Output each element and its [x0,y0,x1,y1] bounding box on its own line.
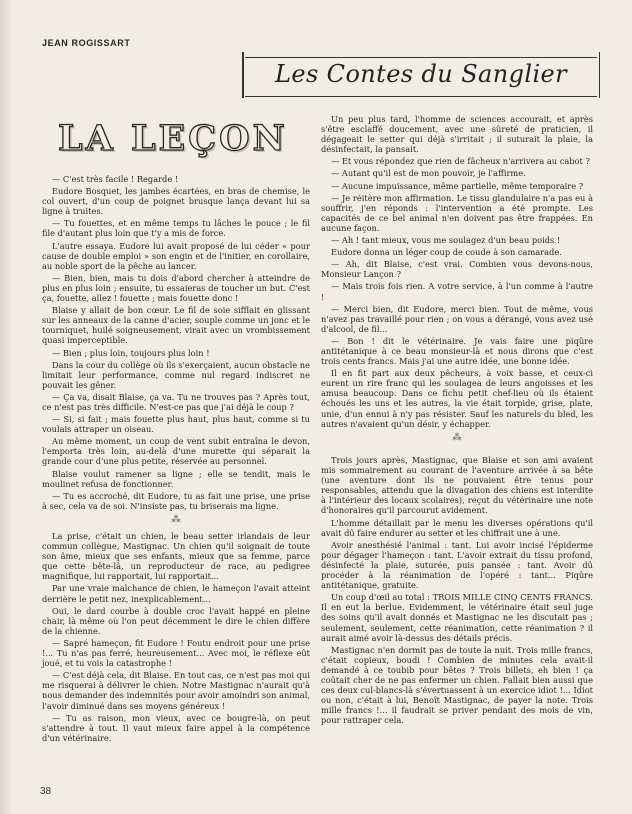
left-column-top [42,174,310,533]
paragraph: — Bien, bien, mais tu dois d'abord chercher à atteindre de plus en plus loin ; ensuite, tu essaieras de toucher un but. C'est ça, fouette, allez ! fouette ; mais fouette donc ! [42,272,310,304]
author-name: JEAN ROGISSART [42,38,131,48]
paragraph: Un peu plus tard, l'homme de sciences accourait, et après s'être esclaffé doucement, avec une sûreté de praticien, il dégageait le setter qui déjà s'irritait ; il suturait la plaie, la désinfectait, la pansait. [321,114,593,155]
section-header-box [245,57,597,97]
page-number: 38 [40,786,52,797]
paragraph: La prise, c'était un chien, le beau setter irlandais de leur commun collègue, Mastignac. Un chien qu'il soignait de toute son âme, mieux que ses enfants, mieux que sa femme, parce que cette bête-là, un reproducteur de race, au pedigree magnifique, lui rapportait, lui rapportait... [42,531,310,582]
paragraph: Dans la cour du collège où ils s'exerçaient, aucun obstacle ne limitait leur performance, comme nul regard indiscret ne pouvait les gêner. [42,359,310,390]
paragraph: — C'est déjà cela, dit Blaise. En tout cas, ce n'est pas moi qui me risquerai à délivrer le chien. Notre Mastignac n'aurait qu'à nous demander des indemnités pour avoir amoindri son animal, l'avoir diminué dans ses moyens généreux ! [42,670,310,711]
paragraph: — Ah ! tant mieux, vous me soulagez d'un beau poids ! [331,235,561,246]
section-separator: ⁂ [452,432,462,443]
left-column-bottom [42,531,310,745]
paragraph: — Tu as raison, mon vieux, avec ce bougre-là, on peut s'attendre à tout. Il vaut mieux faire appel à la compétence d'un vétérinaire. [42,712,310,743]
paragraph: Par une vraie malchance de chien, le hameçon l'avait atteint derrière le petit nez, inexplicablement... [42,583,310,604]
paragraph: Au même moment, un coup de vent subit entraîna le devon, l'emporta très loin, au-delà d'une murette qui séparait la grande cour d'une plus petite, réservée au personnel. [42,436,310,467]
paragraph: — Tu fouettes, et en même temps tu lâches le pouce ; le fil file d'autant plus loin que t'y a mis de force. [42,218,310,239]
paragraph: — Mais trois fois rien. A votre service, à l'un comme à l'autre ! [321,281,593,302]
paragraph: — Bien ; plus loin, toujours plus loin ! [52,347,210,358]
paragraph: L'homme détaillait par le menu les diverses opérations qu'il avait dû faire endurer au setter et les chiffrait une à une. [321,517,593,538]
paragraph: Blaise y allait de bon cœur. Le fil de soie sifflait en glissant sur les anneaux de la canne d'acier, souple comme un jonc et le tourniquet, huilé soigneusement, virait avec un vrombissement quasi imperceptible. [42,305,310,346]
paragraph: — Et vous répondez que rien de fâcheux n'arrivera au cabot ? [331,156,590,167]
paragraph: — Ça va, disait Blaise, ça va. Tu ne trouves pas ? Après tout, ce n'est pas très difficile. N'est-ce pas que j'ai déjà le coup ? [42,391,310,412]
paragraph: — Autant qu'il est de mon pouvoir, je l'affirme. [331,168,526,179]
paragraph: Blaise voulut ramener sa ligne ; elle se tendit, mais le moulinet refusa de fonctionner. [42,468,310,489]
paragraph: Oui, le dard courbe à double croc l'avait happé en pleine chair, là même où l'on peut décemment le dire le chien diffère de la chienne. [42,605,310,636]
article-title: LA LEÇON [58,118,288,159]
paragraph: — Sapré hameçon, fit Eudore ! Foutu endroit pour une prise !... Tu n'as pas ferré, heureusement... Avec moi, le réflexe eût joué, et tu vois la catastrophe ! [42,637,310,669]
paragraph: — Aucune impuissance, même partielle, même temporaire ? [331,180,584,191]
right-column-bottom [321,455,593,727]
paragraph: L'autre essaya. Eudore lui avait proposé de lui céder « pour cause de double emploi » son engin et de l'initier, en corollaire, au noble sport de la pêche au lancer. [42,240,310,271]
paragraph: — Ah, dit Blaise, c'est vrai. Combien vous devons-nous, Monsieur Lançon ? [321,259,593,280]
paragraph: — C'est très facile ! Regarde ! [52,174,179,184]
right-column-top [321,114,593,451]
paragraph: — Je réitère mon affirmation. Le tissu glandulaire n'a pas eu à souffrir, j'en réponds : l'intervention a été prompte. Les capacités de ce bel animal n'en doivent pas être frappées. En aucune façon. [321,192,593,233]
paragraph: — Si, si fait ; mais fouette plus haut, plus haut, comme si tu voulais attraper un oiseau. [42,414,310,435]
paragraph: Il en fit part aux deux pêcheurs, à voix basse, et ceux-ci eurent un rire franc qui les soulagea de leurs angoisses et les amusa beaucoup. Dans ce fichu petit chef-lieu où ils étaient échoués les uns et les autres, la vie était torpide, grise, plate, unie, d'un ennui à n'y pas résister. Sauf les naturels du bled, les autres n'avaient qu'un désir, y échapper. [321,368,593,429]
paragraph: — Merci bien, dit Eudore, merci bien. Tout de même, vous n'avez pas travaillé pour rien ; on vous a dérangé, vous avez usé d'alcool, de fil... [321,303,593,334]
paragraph: Un coup d'œil au total : TROIS MILLE CINQ CENTS FRANCS. Il en eut la berlue. Evidemment, le vétérinaire était seul juge des soins qu'il avait donnés et Mastignac ne les discutait pas ; seulement, seulement, cette réanimation, cette réanimation ? il aurait aimé avoir là-dessus des détails précis. [321,592,593,643]
paragraph: Avoir anesthésié l'animal : tant. Lui avoir incisé l'épiderme pour dégager l'hameçon : tant. L'avoir extrait du tissu profond, désinfecté la plaie, suturée, puis pansée : tant. Avoir dû procéder à la réanimation de l'opéré : tant... Piqûre antitétanique, gratuite. [321,539,593,591]
section-title: Les Contes du Sanglier [275,60,567,88]
paragraph: — Bon ! dit le vétérinaire. Je vais faire une piqûre antitétanique à ce beau monsieur-là et nous dirons que c'est trois cents francs. Mais j'ai une autre idée, une bonne idée. [321,335,593,367]
paragraph: Mastignac n'en dormit pas de toute la nuit. Trois mille francs, c'était copieux, boudi ! Combien de minutes cela avait-il demandé à ce toubib pour bêtes ? Trois billets, eh bien ! ça coûtait cher de ne pas enfermer un chien. Fallait bien aussi que ces deux cul-blancs-là s'évertuassent à un exercice idiot !... Idiot ou non, c'était à lui, Benoît Mastignac, de payer la note. Trois mille francs !... il faudrait se priver pendant des mois de vin, pour rattraper cela. [321,644,593,726]
paragraph: Trois jours après, Mastignac, que Blaise et son ami avaient mis sommairement au courant de l'aventure arrivée à sa bête (une aventure dont ils ne pouvaient être tenus pour responsables, attendu que la divagation des chiens est interdite à l'intérieur des locaux scolaires), reçut du vétérinaire une note d'honoraires qu'il parcourut avidement. [321,455,593,516]
paragraph: — Tu es accroché, dit Eudore, tu as fait une prise, une prise à sec, cela va de soi. N'insiste pas, tu briserais ma ligne. [42,490,310,511]
paragraph: Eudore Bosquet, les jambes écartées, en bras de chemise, le col ouvert, d'un coup de poignet brusque lança devant lui sa ligne à truites. [42,186,310,217]
section-separator: ⁂ [171,514,181,525]
paragraph: Eudore donna un léger coup de coude à son camarade. [331,247,562,258]
